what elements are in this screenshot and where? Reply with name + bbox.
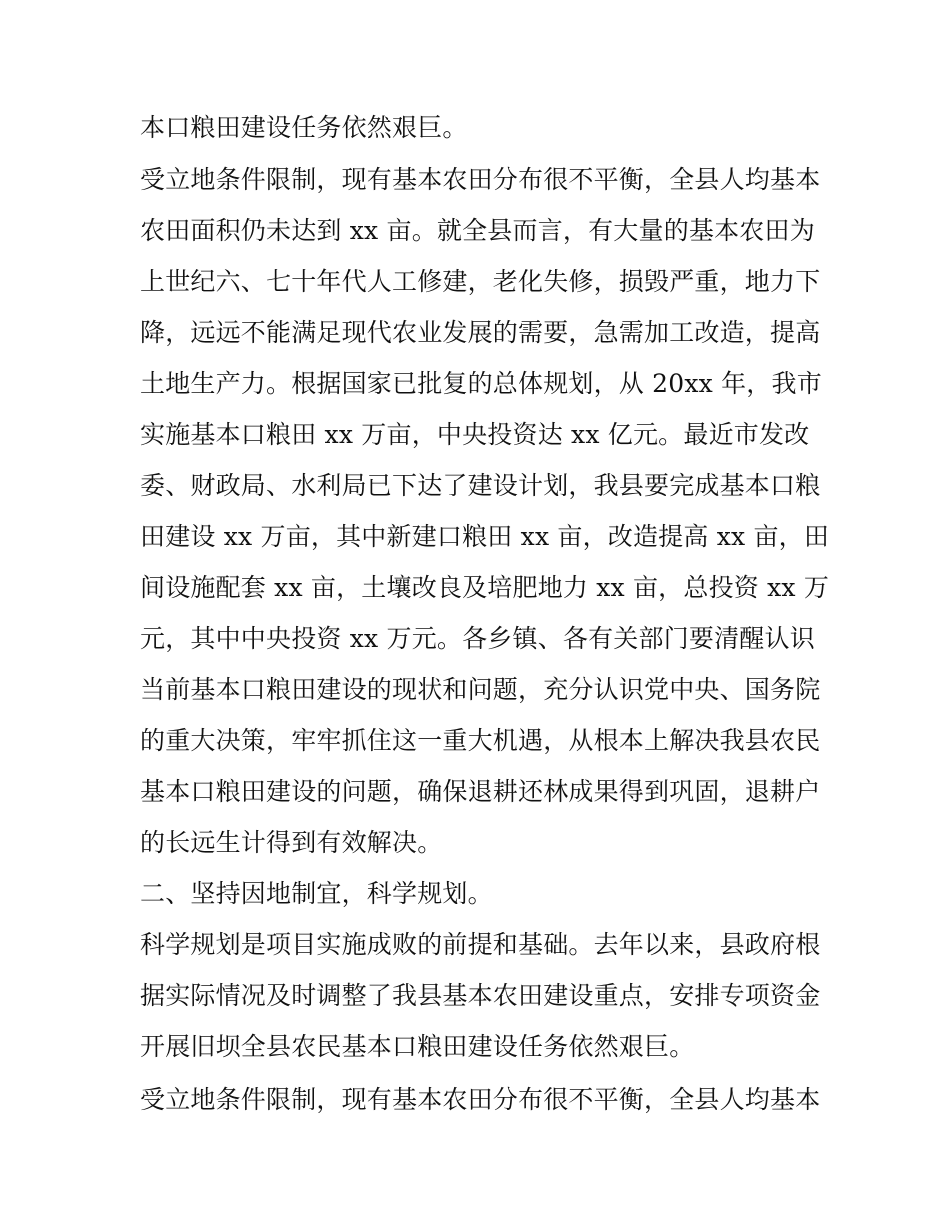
text-line: 田建设 xx 万亩，其中新建口粮田 xx 亩，改造提高 xx 亩，田: [140, 522, 830, 551]
text-line: 元，其中中央投资 xx 万元。各乡镇、各有关部门要清醒认识: [140, 624, 815, 653]
text-line: 实施基本口粮田 xx 万亩，中央投资达 xx 亿元。最近市发改: [140, 420, 810, 449]
text-line: 受立地条件限制，现有基本农田分布很不平衡，全县人均基本: [140, 165, 821, 194]
text-line: 上世纪六、七十年代人工修建，老化失修，损毁严重，地力下: [140, 267, 821, 296]
section-heading: 二、坚持因地制宜，科学规划。: [140, 879, 493, 908]
text-line: 本口粮田建设任务依然艰巨。: [140, 113, 468, 142]
text-line: 的重大决策，牢牢抓住这一重大机遇，从根本上解决我县农民: [140, 726, 821, 755]
text-line: 委、财政局、水利局已下达了建设计划，我县要完成基本口粮: [140, 471, 821, 500]
text-line: 的长远生计得到有效解决。: [140, 828, 443, 857]
text-line: 降，远远不能满足现代农业发展的需要，急需加工改造，提高: [140, 318, 821, 347]
text-line: 土地生产力。根据国家已批复的总体规划，从 20xx 年，我市: [140, 369, 822, 398]
text-line: 受立地条件限制，现有基本农田分布很不平衡，全县人均基本: [140, 1085, 821, 1114]
text-line: 据实际情况及时调整了我县基本农田建设重点，安排专项资金: [140, 981, 821, 1010]
text-line: 基本口粮田建设的问题，确保退耕还林成果得到巩固，退耕户: [140, 777, 821, 806]
text-line: 间设施配套 xx 亩，土壤改良及培肥地力 xx 亩，总投资 xx 万: [140, 573, 830, 602]
text-line: 科学规划是项目实施成败的前提和基础。去年以来，县政府根: [140, 930, 821, 959]
text-line: 农田面积仍未达到 xx 亩。就全县而言，有大量的基本农田为: [140, 216, 815, 245]
text-line: 开展旧坝全县农民基本口粮田建设任务依然艰巨。: [140, 1032, 695, 1061]
text-line: 当前基本口粮田建设的现状和问题，充分认识党中央、国务院: [140, 675, 821, 704]
